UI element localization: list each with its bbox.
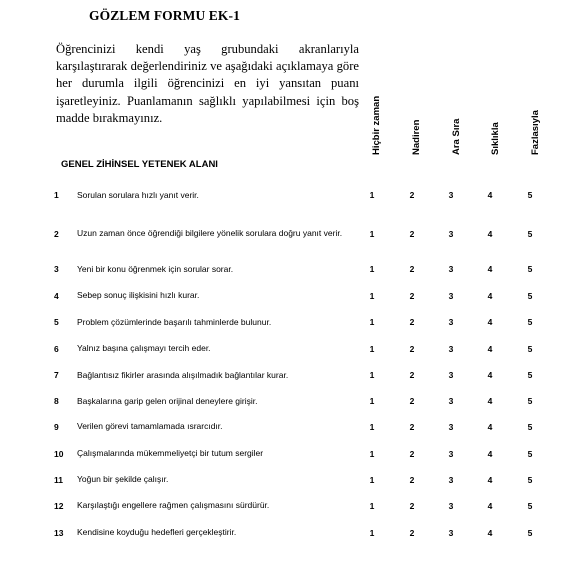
column-header-very-often: Fazlasıyla bbox=[530, 110, 541, 155]
score-option-very-often[interactable]: 5 bbox=[527, 527, 533, 538]
table-row bbox=[0, 495, 577, 516]
score-option-rarely[interactable]: 2 bbox=[409, 343, 415, 354]
score-option-sometimes[interactable]: 3 bbox=[448, 317, 454, 327]
score-option-very-often[interactable]: 5 bbox=[527, 343, 533, 354]
score-option-rarely[interactable]: 2 bbox=[409, 500, 415, 511]
score-option-sometimes[interactable]: 3 bbox=[448, 421, 454, 432]
item-text: Yalnız başına çalışmayı tercih eder. bbox=[77, 343, 211, 353]
item-number: 7 bbox=[54, 370, 59, 380]
score-option-rarely[interactable]: 2 bbox=[409, 448, 415, 459]
table-row bbox=[0, 522, 577, 543]
item-number: 13 bbox=[54, 527, 64, 538]
table-row bbox=[0, 416, 577, 437]
score-option-very-often[interactable]: 5 bbox=[527, 290, 533, 301]
item-number: 8 bbox=[54, 396, 59, 406]
item-number: 9 bbox=[54, 421, 59, 432]
table-row bbox=[0, 469, 577, 490]
score-option-rarely[interactable]: 2 bbox=[409, 474, 415, 485]
item-text: Yoğun bir şekilde çalışır. bbox=[77, 474, 169, 484]
table-row bbox=[0, 312, 577, 332]
score-option-often[interactable]: 4 bbox=[487, 474, 493, 485]
item-number: 3 bbox=[54, 264, 59, 274]
score-option-often[interactable]: 4 bbox=[487, 370, 493, 380]
score-option-never[interactable]: 1 bbox=[369, 343, 375, 354]
score-option-often[interactable]: 4 bbox=[487, 396, 493, 406]
column-header-rarely: Nadiren bbox=[411, 119, 422, 155]
score-option-sometimes[interactable]: 3 bbox=[448, 474, 454, 485]
score-option-never[interactable]: 1 bbox=[369, 370, 375, 380]
score-option-never[interactable]: 1 bbox=[369, 396, 375, 406]
score-option-very-often[interactable]: 5 bbox=[527, 396, 533, 406]
score-option-rarely[interactable]: 2 bbox=[409, 527, 415, 538]
score-option-never[interactable]: 1 bbox=[369, 190, 375, 200]
score-option-very-often[interactable]: 5 bbox=[527, 370, 533, 380]
score-option-rarely[interactable]: 2 bbox=[409, 396, 415, 406]
score-option-very-often[interactable]: 5 bbox=[527, 448, 533, 459]
score-option-sometimes[interactable]: 3 bbox=[448, 290, 454, 301]
score-option-often[interactable]: 4 bbox=[487, 190, 493, 200]
form-instructions: Öğrencinizi kendi yaş grubundaki akranlarıyla karşılaştırarak değerlendiriniz ve aşağıdaki açıklamaya göre her durumla ilgili öğrencinizi en iyi yansıtan puanı işaretleyiniz. Puanlamanın sağlıklı yapılabilmesi için boş madde bırakmayınız. bbox=[56, 42, 359, 125]
score-option-sometimes[interactable]: 3 bbox=[448, 190, 454, 200]
score-option-very-often[interactable]: 5 bbox=[527, 421, 533, 432]
item-text: Problem çözümlerinde başarılı tahminlerde bulunur. bbox=[77, 316, 272, 327]
score-option-never[interactable]: 1 bbox=[369, 448, 375, 459]
score-option-sometimes[interactable]: 3 bbox=[448, 500, 454, 511]
score-option-never[interactable]: 1 bbox=[369, 228, 375, 239]
column-header-never: Hiçbir zaman bbox=[371, 95, 382, 155]
score-option-often[interactable]: 4 bbox=[487, 421, 493, 432]
score-option-never[interactable]: 1 bbox=[369, 317, 375, 327]
item-number: 4 bbox=[54, 290, 59, 301]
score-option-often[interactable]: 4 bbox=[487, 343, 493, 354]
score-option-never[interactable]: 1 bbox=[369, 421, 375, 432]
score-option-never[interactable]: 1 bbox=[369, 290, 375, 301]
score-option-often[interactable]: 4 bbox=[487, 317, 493, 327]
item-text: Karşılaştığı engellere rağmen çalışmasını sürdürür. bbox=[77, 500, 270, 510]
item-text: Başkalarına garip gelen orijinal deneylere girişir. bbox=[77, 395, 258, 406]
score-option-very-often[interactable]: 5 bbox=[527, 500, 533, 511]
item-text: Yeni bir konu öğrenmek için sorular sorar. bbox=[77, 263, 234, 274]
item-text: Bağlantısız fikirler arasında alışılmadık bağlantılar kurar. bbox=[77, 369, 289, 380]
item-number: 5 bbox=[54, 317, 59, 327]
score-option-rarely[interactable]: 2 bbox=[409, 421, 415, 432]
score-option-rarely[interactable]: 2 bbox=[409, 290, 415, 301]
table-row bbox=[0, 285, 577, 306]
score-option-never[interactable]: 1 bbox=[369, 500, 375, 511]
item-number: 12 bbox=[54, 500, 64, 511]
score-option-often[interactable]: 4 bbox=[487, 228, 493, 239]
score-option-sometimes[interactable]: 3 bbox=[448, 228, 454, 239]
table-row bbox=[0, 364, 577, 386]
table-row bbox=[0, 259, 577, 279]
item-number: 1 bbox=[54, 190, 59, 200]
score-option-often[interactable]: 4 bbox=[487, 290, 493, 301]
score-option-never[interactable]: 1 bbox=[369, 264, 375, 274]
score-option-sometimes[interactable]: 3 bbox=[448, 264, 454, 274]
form-title: GÖZLEM FORMU EK-1 bbox=[89, 8, 240, 23]
score-option-very-often[interactable]: 5 bbox=[527, 264, 533, 274]
score-option-sometimes[interactable]: 3 bbox=[448, 527, 454, 538]
table-row bbox=[0, 184, 577, 206]
table-row bbox=[0, 338, 577, 359]
column-header-sometimes: Ara Sıra bbox=[451, 118, 462, 155]
score-option-very-often[interactable]: 5 bbox=[527, 474, 533, 485]
score-option-sometimes[interactable]: 3 bbox=[448, 448, 454, 459]
item-text: Verilen görevi tamamlamada ısrarcıdır. bbox=[77, 421, 223, 431]
score-option-never[interactable]: 1 bbox=[369, 527, 375, 538]
item-text: Sorulan sorulara hızlı yanıt verir. bbox=[77, 189, 199, 200]
item-text: Kendisine koyduğu hedefleri gerçekleştirir. bbox=[77, 527, 237, 537]
column-header-often: Sıklıkla bbox=[490, 122, 501, 155]
score-option-very-often[interactable]: 5 bbox=[527, 190, 533, 200]
score-option-rarely[interactable]: 2 bbox=[409, 317, 415, 327]
score-option-sometimes[interactable]: 3 bbox=[448, 343, 454, 354]
score-option-rarely[interactable]: 2 bbox=[409, 264, 415, 274]
score-option-often[interactable]: 4 bbox=[487, 264, 493, 274]
score-option-often[interactable]: 4 bbox=[487, 527, 493, 538]
score-option-sometimes[interactable]: 3 bbox=[448, 396, 454, 406]
score-option-often[interactable]: 4 bbox=[487, 500, 493, 511]
score-option-rarely[interactable]: 2 bbox=[409, 370, 415, 380]
item-text: Sebep sonuç ilişkisini hızlı kurar. bbox=[77, 290, 200, 300]
item-number: 11 bbox=[54, 474, 63, 485]
item-number: 10 bbox=[54, 448, 64, 459]
score-option-very-often[interactable]: 5 bbox=[527, 317, 533, 327]
item-number: 6 bbox=[54, 343, 59, 354]
score-option-rarely[interactable]: 2 bbox=[409, 228, 415, 239]
item-text: Uzun zaman önce öğrendiği bilgilere yönelik sorulara doğru yanıt verir. bbox=[77, 228, 343, 238]
score-option-often[interactable]: 4 bbox=[487, 448, 493, 459]
table-row bbox=[0, 213, 577, 254]
score-option-sometimes[interactable]: 3 bbox=[448, 370, 454, 380]
section-heading: GENEL ZİHİNSEL YETENEK ALANI bbox=[61, 159, 218, 170]
item-text: Çalışmalarında mükemmeliyetçi bir tutum sergiler bbox=[77, 448, 264, 458]
table-row bbox=[0, 442, 577, 465]
item-number: 2 bbox=[54, 228, 59, 239]
score-option-rarely[interactable]: 2 bbox=[409, 190, 415, 200]
table-row bbox=[0, 390, 577, 412]
score-option-never[interactable]: 1 bbox=[369, 474, 375, 485]
score-option-very-often[interactable]: 5 bbox=[527, 228, 533, 239]
